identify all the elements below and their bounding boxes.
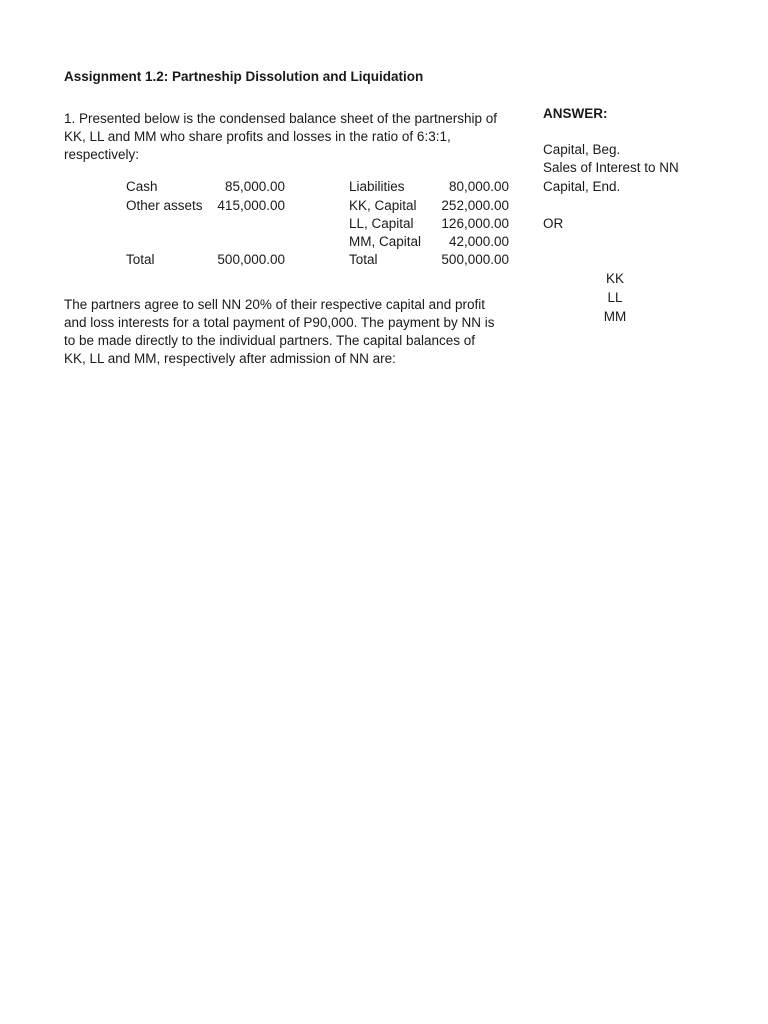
problem-line: The partners agree to sell NN 20% of their respective capital and profit [64,297,485,312]
assignment-title: Assignment 1.2: Partneship Dissolution and Liquidation [64,69,424,84]
le-total-value: 500,000.00 [441,252,509,267]
partner-label: LL [607,290,623,305]
partner-label: MM [603,309,627,324]
problem-line: to be made directly to the individual partners. The capital balances of [64,333,475,348]
answer-row: Sales of Interest to NN [543,160,679,175]
capital-value: 252,000.00 [441,198,509,213]
problem-line: KK, LL and MM, respectively after admission of NN are: [64,351,396,366]
question-line: KK, LL and MM who share profits and losses in the ratio of 6:3:1, [64,129,451,144]
answer-label: ANSWER: [543,106,608,121]
question-line: 1. Presented below is the condensed balance sheet of the partnership of [64,111,498,126]
answer-row: Capital, End. [543,179,621,194]
partner-label: KK [605,271,624,286]
capital-label: LL, Capital [349,216,414,231]
asset-label: Cash [126,179,158,194]
capital-value: 42,000.00 [448,234,509,249]
capital-value: 126,000.00 [441,216,509,231]
asset-label: Other assets [126,198,203,213]
asset-total-label: Total [126,252,155,267]
liability-value: 80,000.00 [448,179,509,194]
le-total-label: Total [349,252,378,267]
asset-total-value: 500,000.00 [217,252,285,267]
question-paragraph [64,110,514,164]
capital-label: MM, Capital [349,234,422,249]
asset-value: 415,000.00 [217,198,285,213]
liability-label: Liabilities [349,179,405,194]
capital-label: KK, Capital [349,198,417,213]
or-text: OR [543,216,564,231]
problem-paragraph [64,296,514,368]
question-line: respectively: [64,147,140,162]
answer-row: Capital, Beg. [543,142,621,157]
asset-value: 85,000.00 [224,179,285,194]
problem-line: and loss interests for a total payment of P90,000. The payment by NN is [64,315,495,330]
